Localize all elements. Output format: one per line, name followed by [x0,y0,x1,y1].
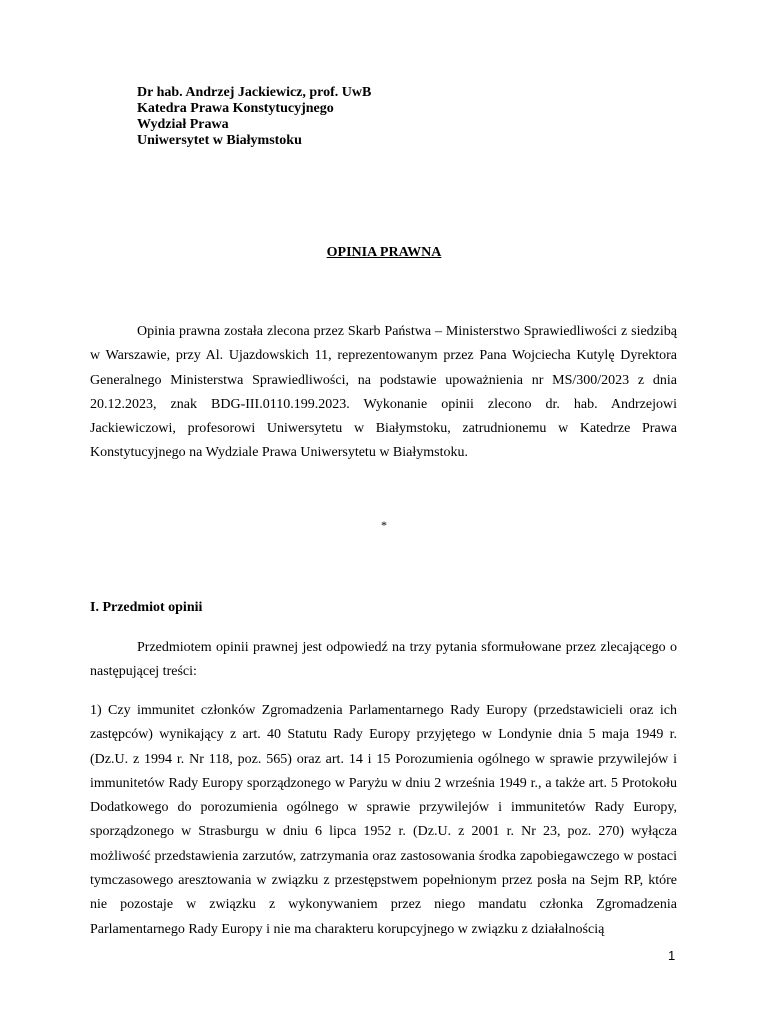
section-heading: I. Przedmiot opinii [90,600,203,615]
author-block [137,85,537,149]
question-paragraph: 1) Czy immunitet członków Zgromadzenia Parlamentarnego Rady Europy (przedstawicieli oraz ich zastępców) wynikający z art. 40 Statutu Rady Europy przyjętego w Londynie dnia 5 maja 1949 r. (Dz.U. z 1994 r. Nr 118, poz. 565) oraz art. 14 i 15 Porozumienia ogólnego w sprawie przywilejów i immunitetów Rady Europy sporządzonego w Paryżu w dniu 2 września 1949 r., a także art. 5 Protokołu Dodatkowego do porozumienia ogólnego w sprawie przywilejów i immunitetów Rady Europy, sporządzonego w Strasburgu w dniu 6 lipca 1952 r. (Dz.U. z 2001 r. Nr 23, poz. 270) wyłącza możliwość przedstawienia zarzutów, zatrzymania oraz zastosowania środka zapobiegawczego w postaci tymczasowego aresztowania w związku z przestępstwem popełnionym przez posła na Sejm RP, które nie pozostaje w związku z wykonywaniem przez niego mandatu członka Zgromadzenia Parlamentarnego Rady Europy i nie ma charakteru korupcyjnego w związku z działalnością [90,703,677,937]
author-faculty: Wydział Prawa [137,117,229,132]
author-department: Katedra Prawa Konstytucyjnego [137,101,334,116]
intro-paragraph: Opinia prawna została zlecona przez Skarb Państwa – Ministerstwo Sprawiedliwości z siedzibą w Warszawie, przy Al. Ujazdowskich 11, reprezentowanym przez Pana Wojciecha Kutylę Dyrektora Generalnego Ministerstwa Sprawiedliwości, na podstawie upoważnienia nr MS/300/2023 z dnia 20.12.2023, znak BDG-III.0110.199.2023. Wykonanie opinii zlecono dr. hab. Andrzejowi Jackiewiczowi, profesorowi Uniwersytetu w Białymstoku, zatrudnionemu w Katedrze Prawa Konstytucyjnego na Wydziale Prawa Uniwersytetu w Białymstoku. [90,324,677,461]
section-separator: * [381,518,387,532]
page-number: 1 [668,948,676,963]
document-title: OPINIA PRAWNA [326,245,442,260]
author-name: Dr hab. Andrzej Jackiewicz, prof. UwB [137,85,372,100]
subject-paragraph: Przedmiotem opinii prawnej jest odpowiedź na trzy pytania sformułowane przez zlecającego o następującej treści: [90,640,677,680]
author-university: Uniwersytet w Białymstoku [137,133,302,148]
